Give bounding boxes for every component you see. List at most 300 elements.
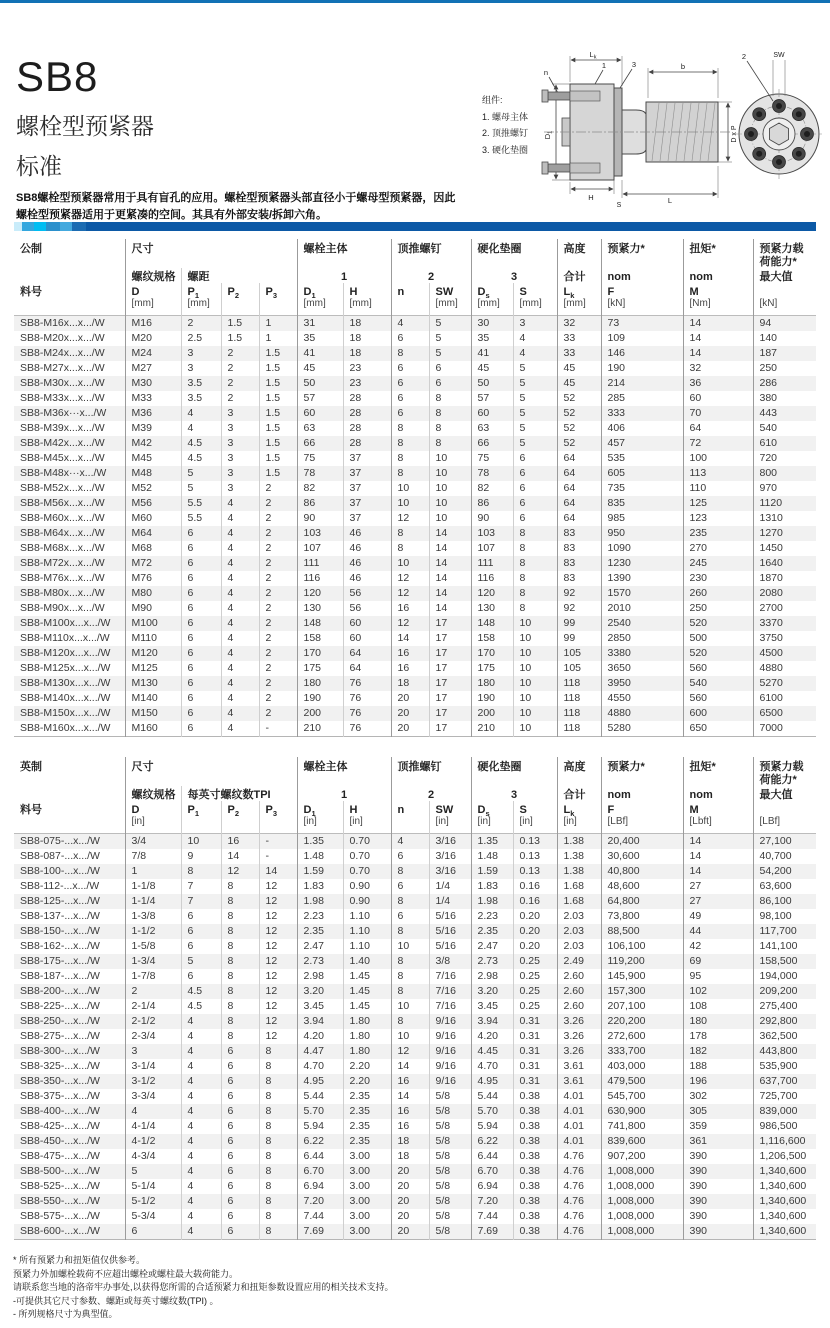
table-row <box>14 646 816 661</box>
cell: 7.20 <box>297 1194 343 1209</box>
col-letter-s: S <box>513 283 557 298</box>
cell: 4 <box>181 1044 221 1059</box>
cell: 8 <box>391 924 429 939</box>
cell: 1,116,600 <box>753 1134 816 1149</box>
col-letter-d1: $D_1$ <box>297 283 343 298</box>
cell: 14 <box>221 849 259 864</box>
cell: 17 <box>429 661 471 676</box>
col-letter-f: F <box>601 801 683 816</box>
col-group-body: 螺栓主体 <box>297 239 391 268</box>
cell: 6 <box>181 909 221 924</box>
cell: 157,300 <box>601 984 683 999</box>
cell: 6 <box>391 361 429 376</box>
cell: 17 <box>429 676 471 691</box>
cell: 12 <box>391 616 429 631</box>
cell: 3.00 <box>343 1179 391 1194</box>
cell: 3-1/2 <box>125 1074 181 1089</box>
cell: 8 <box>429 406 471 421</box>
table-row <box>14 466 816 481</box>
cell: 5 <box>429 331 471 346</box>
cell: 82 <box>471 481 513 496</box>
cell: 1.5 <box>259 406 297 421</box>
cell: 4.95 <box>471 1074 513 1089</box>
dim-label-b: b <box>680 62 686 71</box>
cell: 10 <box>513 661 557 676</box>
cell: 4.76 <box>557 1194 601 1209</box>
cell: 3 <box>221 406 259 421</box>
cell: 6 <box>513 481 557 496</box>
cell: 12 <box>259 939 297 954</box>
table-row <box>14 316 816 332</box>
cell: 5/8 <box>429 1209 471 1224</box>
cell: M64 <box>125 526 181 541</box>
cell: 64 <box>557 481 601 496</box>
cell: 6 <box>181 646 221 661</box>
cell: 16 <box>221 834 259 850</box>
cell: 95 <box>683 969 753 984</box>
cell: 2.23 <box>297 909 343 924</box>
cell: SB8-275-...x.../W <box>20 1030 100 1043</box>
cell: SB8-M64x...x.../W <box>20 527 105 540</box>
cell: 0.25 <box>513 984 557 999</box>
cell: 390 <box>683 1209 753 1224</box>
cell: 2.35 <box>297 924 343 939</box>
cell: 3.26 <box>557 1044 601 1059</box>
cell: 1-7/8 <box>125 969 181 984</box>
imperial-table <box>14 757 816 1240</box>
table-row <box>14 631 816 646</box>
component-item: 1. 螺母主体 <box>482 111 529 122</box>
col-sub-max: 最大值 <box>753 786 816 801</box>
cell: 14 <box>391 1089 429 1104</box>
dim-label-lk: $L_k$ <box>589 50 597 61</box>
col-partno: 料号 <box>20 286 42 299</box>
cell: 8 <box>391 954 429 969</box>
cell: M36 <box>125 406 181 421</box>
cell: 6 <box>429 361 471 376</box>
cell: 5 <box>513 421 557 436</box>
cell: 5/8 <box>429 1164 471 1179</box>
cell: 5/8 <box>429 1089 471 1104</box>
cell: 6 <box>181 541 221 556</box>
cell: 4 <box>181 1074 221 1089</box>
cell: 14 <box>429 556 471 571</box>
cell: 6 <box>181 526 221 541</box>
unit-d1: [in] <box>297 816 343 834</box>
cell: 302 <box>683 1089 753 1104</box>
cell: 12 <box>391 511 429 526</box>
cell: 5 <box>429 346 471 361</box>
cell: 1-3/4 <box>125 954 181 969</box>
cell: 76 <box>343 691 391 706</box>
cell: 1.83 <box>471 879 513 894</box>
cell: 2.20 <box>343 1074 391 1089</box>
col-group-system: 公制 <box>20 243 42 255</box>
cell: 94 <box>753 316 816 332</box>
cell: 6 <box>181 586 221 601</box>
cell: 23 <box>343 376 391 391</box>
variant-label: 标准 <box>16 152 62 179</box>
cell: SB8-475-...x.../W <box>20 1150 100 1163</box>
cell: 14 <box>683 316 753 332</box>
table-row <box>14 721 816 737</box>
cell: 8 <box>259 1074 297 1089</box>
col-letter-sw: SW <box>429 283 471 298</box>
unit-d1: [mm] <box>297 298 343 316</box>
cell: 207,100 <box>601 999 683 1014</box>
cell: 99 <box>557 616 601 631</box>
cell: 637,700 <box>753 1074 816 1089</box>
cell: 3.26 <box>557 1014 601 1029</box>
cell: 1.83 <box>297 879 343 894</box>
cell: SB8-M130x...x.../W <box>20 677 111 690</box>
cell: 390 <box>683 1194 753 1209</box>
cell: 6 <box>181 661 221 676</box>
cell: 190 <box>601 361 683 376</box>
cell: 5/8 <box>429 1179 471 1194</box>
cell: 3.45 <box>471 999 513 1014</box>
cell: 3-3/4 <box>125 1089 181 1104</box>
unit-n <box>391 298 429 316</box>
cell: SB8-M150x...x.../W <box>20 707 111 720</box>
cell: 46 <box>343 526 391 541</box>
cell: 46 <box>343 541 391 556</box>
cell: 7.44 <box>471 1209 513 1224</box>
cell: 4.20 <box>297 1029 343 1044</box>
col-group-jack: 顶推螺钉 <box>391 757 471 786</box>
cell: 6 <box>391 406 429 421</box>
cell: SB8-325-...x.../W <box>20 1060 100 1073</box>
cell: 200 <box>297 706 343 721</box>
cell: 0.20 <box>513 924 557 939</box>
cell: 1.40 <box>343 954 391 969</box>
cell: 20 <box>391 1194 429 1209</box>
cell: 18 <box>391 1149 429 1164</box>
table-row <box>14 1164 816 1179</box>
cell: 119,200 <box>601 954 683 969</box>
cell: 4 <box>221 616 259 631</box>
cell: 148 <box>297 616 343 631</box>
cell: 32 <box>557 316 601 332</box>
table-row <box>14 849 816 864</box>
cell: M39 <box>125 421 181 436</box>
cell: 1.48 <box>297 849 343 864</box>
cell: 0.25 <box>513 969 557 984</box>
cell: 1.80 <box>343 1029 391 1044</box>
cell: 12 <box>259 909 297 924</box>
cell: 76 <box>343 706 391 721</box>
cell: 8 <box>391 421 429 436</box>
cell: 8 <box>513 526 557 541</box>
cell: M120 <box>125 646 181 661</box>
cell: 6 <box>513 496 557 511</box>
cell: 1,340,600 <box>753 1194 816 1209</box>
cell: 7.20 <box>471 1194 513 1209</box>
cell: 2-1/2 <box>125 1014 181 1029</box>
table-row <box>14 939 816 954</box>
cell: 4500 <box>753 646 816 661</box>
table-row <box>14 361 816 376</box>
cell: 8 <box>259 1119 297 1134</box>
cell: 0.20 <box>513 939 557 954</box>
col-group-torque: 扭矩* <box>683 239 753 268</box>
table-row <box>14 706 816 721</box>
cell: 3/16 <box>429 849 471 864</box>
cell: 98,100 <box>753 909 816 924</box>
cell: 0.70 <box>343 834 391 850</box>
col-group-torque: 扭矩* <box>683 757 753 786</box>
cell: SB8-M52x...x.../W <box>20 482 105 495</box>
cell: 146 <box>601 346 683 361</box>
cell: 3.5 <box>181 376 221 391</box>
cell: 8 <box>513 541 557 556</box>
cell: SB8-425-...x.../W <box>20 1120 100 1133</box>
cell: 8 <box>221 999 259 1014</box>
cell: SB8-M90x...x.../W <box>20 602 105 615</box>
cell: 5/8 <box>429 1149 471 1164</box>
cell: 6.70 <box>297 1164 343 1179</box>
cell: 1,340,600 <box>753 1224 816 1240</box>
col-letter-f: F <box>601 283 683 298</box>
cell: 27,100 <box>753 834 816 850</box>
cell: 4 <box>221 646 259 661</box>
cell: 735 <box>601 481 683 496</box>
cell: 1.10 <box>343 939 391 954</box>
cell: 12 <box>259 924 297 939</box>
table-row <box>14 346 816 361</box>
cell: 5 <box>181 466 221 481</box>
cell: 1-5/8 <box>125 939 181 954</box>
cell: 90 <box>297 511 343 526</box>
cell: 390 <box>683 1224 753 1240</box>
cell: 6.70 <box>471 1164 513 1179</box>
cell: 5 <box>513 391 557 406</box>
cell: 8 <box>181 864 221 879</box>
cell: 1.35 <box>297 834 343 850</box>
cell: 73,800 <box>601 909 683 924</box>
cell: 1.80 <box>343 1044 391 1059</box>
table-row <box>14 1029 816 1044</box>
cell: 64,800 <box>601 894 683 909</box>
cell: 605 <box>601 466 683 481</box>
cell: 8 <box>221 1014 259 1029</box>
cell: 8 <box>221 924 259 939</box>
cell: 4-1/4 <box>125 1119 181 1134</box>
cell: 5.70 <box>297 1104 343 1119</box>
cell: 27 <box>683 894 753 909</box>
cell: 8 <box>221 1029 259 1044</box>
cell: 1230 <box>601 556 683 571</box>
cell: 1/4 <box>429 879 471 894</box>
cell: 54,200 <box>753 864 816 879</box>
col-sub-nom-f: nom <box>601 786 683 801</box>
cell: 17 <box>429 706 471 721</box>
unit-sw: [in] <box>429 816 471 834</box>
cell: 2.98 <box>471 969 513 984</box>
cell: M80 <box>125 586 181 601</box>
cell: 10 <box>429 466 471 481</box>
cell: 3750 <box>753 631 816 646</box>
cell: 10 <box>429 496 471 511</box>
unit-lk: [mm] <box>557 298 601 316</box>
cell: 8 <box>259 1209 297 1224</box>
cell: 1.38 <box>557 864 601 879</box>
cell: 118 <box>557 721 601 737</box>
ref-number-3: 3 <box>471 268 557 283</box>
dim-label-d1: $D_1$ <box>543 130 554 140</box>
cell: 14 <box>429 586 471 601</box>
cell: 540 <box>683 676 753 691</box>
unit-m: [Nm] <box>683 298 753 316</box>
cell: SB8-M42x...x.../W <box>20 437 105 450</box>
cell: 250 <box>683 601 753 616</box>
unit-max: [kN] <box>753 298 816 316</box>
cell: 10 <box>513 616 557 631</box>
cell: SB8-150-...x.../W <box>20 925 100 938</box>
cell: 6 <box>221 1164 259 1179</box>
cell: 14 <box>429 571 471 586</box>
cell: 0.31 <box>513 1029 557 1044</box>
cell: 73 <box>601 316 683 332</box>
cell: 4.5 <box>181 436 221 451</box>
cell: 5.5 <box>181 511 221 526</box>
cell: 8 <box>221 939 259 954</box>
cell: 18 <box>391 1134 429 1149</box>
cell: 0.38 <box>513 1164 557 1179</box>
cell: 210 <box>297 721 343 737</box>
ref-number-1: 1 <box>297 786 391 801</box>
cell: SB8-M16x...x.../W <box>20 317 105 330</box>
cell: 10 <box>391 939 429 954</box>
cell: 10 <box>513 631 557 646</box>
table-row <box>14 894 816 909</box>
cell: 8 <box>259 1044 297 1059</box>
cell: 4.01 <box>557 1134 601 1149</box>
cell: 3.61 <box>557 1059 601 1074</box>
cell: 4 <box>221 601 259 616</box>
cell: 158 <box>471 631 513 646</box>
cell: 839,000 <box>753 1104 816 1119</box>
cell: 83 <box>557 526 601 541</box>
cell: 4550 <box>601 691 683 706</box>
cell: 23 <box>343 361 391 376</box>
cell: 2 <box>259 616 297 631</box>
cell: 2.60 <box>557 984 601 999</box>
cell: 6 <box>391 909 429 924</box>
cell: 8 <box>259 1104 297 1119</box>
cell: M24 <box>125 346 181 361</box>
cell: 90 <box>471 511 513 526</box>
callout-1: 1 <box>601 61 607 70</box>
cell: 5 <box>513 361 557 376</box>
col-group-washer: 硬化垫圈 <box>471 757 557 786</box>
cell: 0.38 <box>513 1224 557 1240</box>
cell: 130 <box>297 601 343 616</box>
cell: 6 <box>513 466 557 481</box>
cell: 209,200 <box>753 984 816 999</box>
cell: M90 <box>125 601 181 616</box>
cell: 4.20 <box>471 1029 513 1044</box>
cell: 2 <box>259 496 297 511</box>
cell: 10 <box>513 721 557 737</box>
cell: 6 <box>221 1089 259 1104</box>
table-row <box>14 969 816 984</box>
cell: 190 <box>297 691 343 706</box>
cell: 0.31 <box>513 1044 557 1059</box>
cell: 16 <box>391 646 429 661</box>
cell: 64 <box>343 646 391 661</box>
cell: 45 <box>557 376 601 391</box>
cell: SB8-M56x...x.../W <box>20 497 105 510</box>
cell: 6 <box>221 1209 259 1224</box>
cell: SB8-M30x...x.../W <box>20 377 105 390</box>
cell: 2 <box>125 984 181 999</box>
cell: 1390 <box>601 571 683 586</box>
cell: 0.31 <box>513 1074 557 1089</box>
table-row <box>14 1089 816 1104</box>
cell: 6 <box>221 1074 259 1089</box>
cell: 520 <box>683 616 753 631</box>
cell: 2 <box>259 676 297 691</box>
cell: 7/16 <box>429 969 471 984</box>
cell: 4 <box>221 676 259 691</box>
cell: 1.45 <box>343 984 391 999</box>
col-group-dims: 尺寸 <box>125 239 297 268</box>
table-row <box>14 376 816 391</box>
cell: 8 <box>429 436 471 451</box>
table-row <box>14 1104 816 1119</box>
cell: 69 <box>683 954 753 969</box>
cell: 0.31 <box>513 1014 557 1029</box>
cell: 7/8 <box>125 849 181 864</box>
cell: 8 <box>259 1224 297 1240</box>
cell: 2 <box>259 556 297 571</box>
cell: 4 <box>221 691 259 706</box>
cell: 3.20 <box>297 984 343 999</box>
cell: 2.20 <box>343 1059 391 1074</box>
cell: 103 <box>471 526 513 541</box>
cell: 64 <box>557 511 601 526</box>
cell: 118 <box>557 706 601 721</box>
cell: SB8-350-...x.../W <box>20 1075 100 1088</box>
cell: 3950 <box>601 676 683 691</box>
cell: 333 <box>601 406 683 421</box>
cell: 4 <box>181 1164 221 1179</box>
cell: 4 <box>221 541 259 556</box>
cell: 6 <box>391 376 429 391</box>
cell: 66 <box>471 436 513 451</box>
components-list <box>482 92 528 159</box>
cell: 2010 <box>601 601 683 616</box>
page-title: SB8 <box>16 53 99 100</box>
cell: 28 <box>343 436 391 451</box>
imperial-table-header <box>14 757 816 834</box>
col-letter-p1: $P_1$ <box>181 801 221 816</box>
cell: 4 <box>391 834 429 850</box>
col-group-washer: 硬化垫圈 <box>471 239 557 268</box>
cell: 63,600 <box>753 879 816 894</box>
cell: 8 <box>391 984 429 999</box>
cell: 12 <box>259 1029 297 1044</box>
cell: 1.48 <box>471 849 513 864</box>
cell: 5/16 <box>429 924 471 939</box>
table-row <box>14 864 816 879</box>
cell: 6 <box>221 1044 259 1059</box>
cell: 3650 <box>601 661 683 676</box>
cell: 4 <box>221 511 259 526</box>
cell: 9 <box>181 849 221 864</box>
cell: SB8-250-...x.../W <box>20 1015 100 1028</box>
